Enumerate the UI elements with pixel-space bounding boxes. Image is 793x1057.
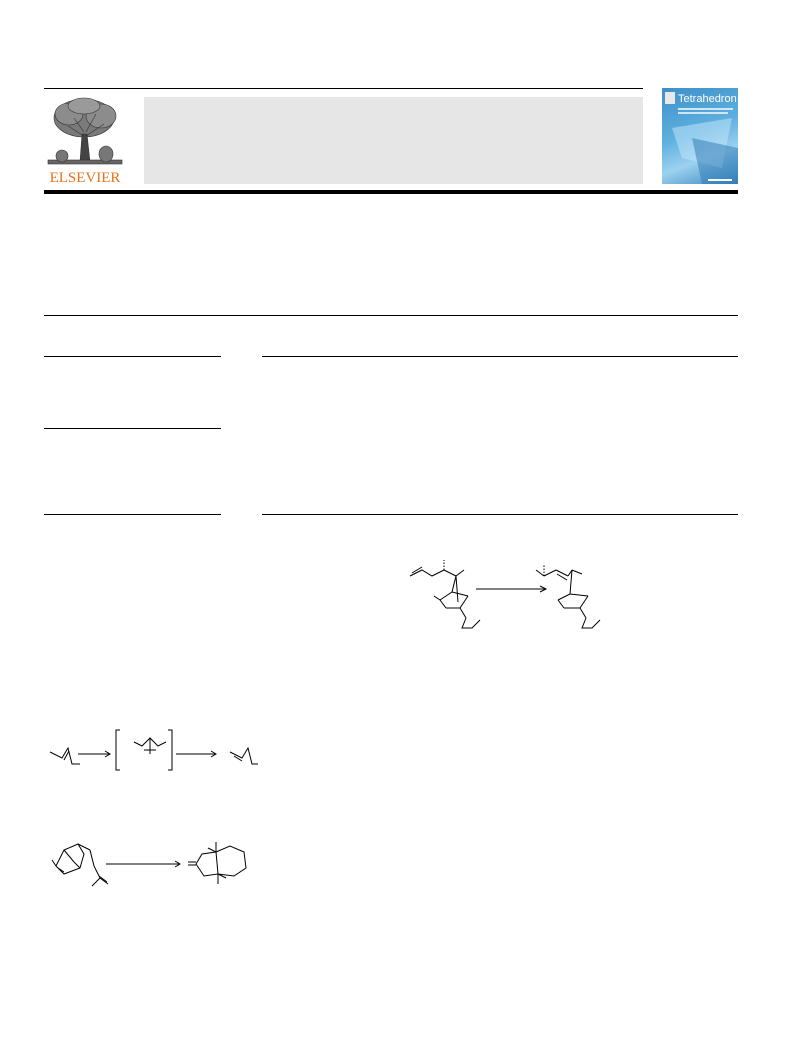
cyclization-scheme xyxy=(44,832,259,892)
journal-header-banner xyxy=(144,97,643,184)
journal-cover-title: Tetrahedron xyxy=(678,93,737,105)
cover-footer-line xyxy=(708,179,732,181)
alkene-isomerization-scheme xyxy=(44,724,259,774)
bracket-left xyxy=(116,730,120,770)
header-thick-rule xyxy=(44,190,738,194)
keywords-top-rule xyxy=(44,428,221,429)
journal-cover-thumbnail[interactable] xyxy=(662,88,738,184)
graphical-abstract-scheme xyxy=(400,556,640,636)
publisher-logo xyxy=(44,96,126,186)
header-top-rule xyxy=(44,88,643,89)
elsevier-tree-icon xyxy=(44,96,126,168)
abstract-bottom-rule xyxy=(262,514,738,515)
title-separator-rule xyxy=(44,315,738,316)
article-info-bottom-rule xyxy=(44,514,221,515)
bracket-right xyxy=(168,730,172,770)
cover-graphic xyxy=(662,88,738,184)
abstract-top-rule xyxy=(262,356,738,357)
article-info-top-rule xyxy=(44,356,221,357)
publisher-name: ELSEVIER xyxy=(49,170,121,186)
